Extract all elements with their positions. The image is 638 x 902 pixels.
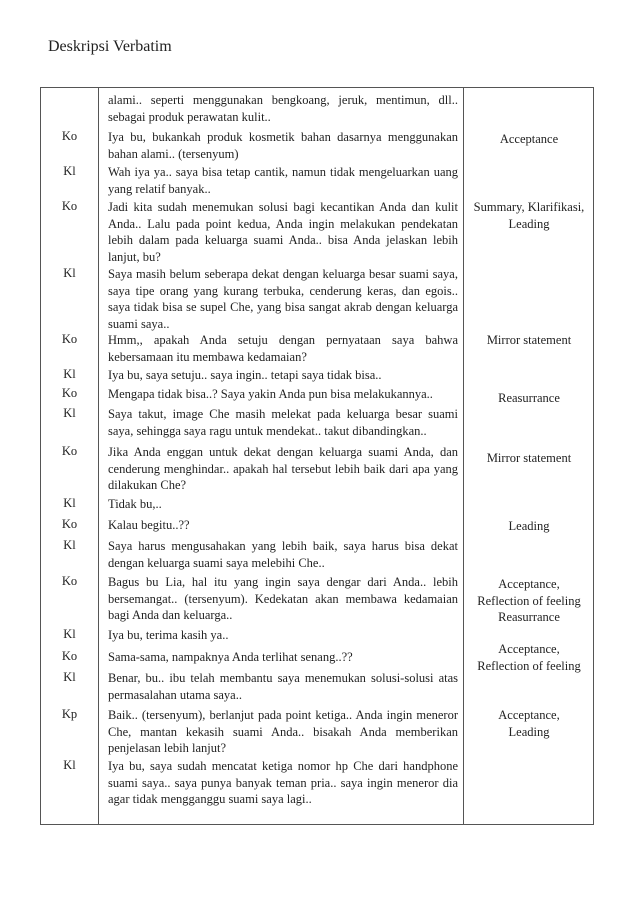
speaker-code: Ko	[61, 386, 78, 400]
technique-line: Reflection of feeling	[477, 593, 581, 608]
counseling-technique	[464, 131, 594, 148]
counseling-technique	[464, 199, 594, 232]
speaker-code: Kl	[63, 758, 76, 772]
speaker-code: Kl	[63, 670, 76, 684]
speaker-code: Ko	[61, 517, 78, 531]
utterance-text: Iya bu, bukankah produk kosmetik bahan dasarnya menggunakan bahan alami.. (tersenyum)	[108, 130, 458, 161]
speaker-code: Ko	[61, 649, 78, 663]
utterance-text: Saya harus mengusahakan yang lebih baik, saya harus bisa dekat dengan keluarga suami saya melebihi Che..	[108, 539, 458, 570]
technique-line: Acceptance,	[498, 577, 560, 591]
utterance-text: Baik.. (tersenyum), berlanjut pada point ketiga.. Anda ingin meneror Che, mantan kekasih suami Anda.. bisakah Anda memberikan penjelasan lebih lanjut?	[108, 708, 458, 756]
speaker-code: Kl	[63, 164, 76, 178]
utterance-text: Wah iya ya.. saya bisa tetap cantik, namun tidak mengeluarkan uang yang relatif banyak..	[108, 165, 458, 196]
speaker-code: Ko	[61, 129, 78, 143]
counseling-technique	[464, 518, 594, 535]
technique-line: Reflection of feeling	[477, 658, 581, 673]
technique-line: Reasurrance	[498, 391, 560, 405]
utterance-text: Hmm,, apakah Anda setuju dengan pernyataan saya bahwa kebersamaan itu membawa kedamaian?	[108, 333, 458, 364]
technique-line: Acceptance,	[498, 708, 560, 722]
counseling-technique	[464, 450, 594, 467]
technique-line: Mirror statement	[486, 451, 572, 465]
speaker-code: Ko	[61, 444, 78, 458]
technique-line: Summary, Klarifikasi,	[473, 200, 585, 214]
technique-line: Acceptance	[499, 132, 559, 146]
speaker-code: Ko	[61, 332, 78, 346]
speaker-code: Kl	[63, 367, 76, 381]
utterance-text: Mengapa tidak bisa..? Saya yakin Anda pun bisa melakukannya..	[108, 387, 433, 401]
speaker-code: Kl	[63, 406, 76, 420]
technique-line: Leading	[508, 519, 550, 533]
counseling-technique	[464, 332, 594, 349]
utterance-text: Jadi kita sudah menemukan solusi bagi kecantikan Anda dan kulit Anda.. Lalu pada point kedua, Anda ingin melakukan pendekatan lebih dalam pada keluarga suami Anda.. bisa Anda jelaskan lebih lanjut, bu?	[108, 200, 458, 264]
utterance-text: Saya takut, image Che masih melekat pada keluarga besar suami saya, sehingga saya ragu untuk mendekat.. takut dibandingkan..	[108, 407, 458, 438]
page-header-title: Deskripsi Verbatim	[48, 38, 172, 55]
utterance-text: Benar, bu.. ibu telah membantu saya menemukan solusi-solusi atas permasalahan utama saya..	[108, 671, 458, 702]
utterance-text: Iya bu, saya sudah mencatat ketiga nomor hp Che dari handphone suami saya.. saya punya banyak teman pria.. saya ingin meneror dia agar tidak mengganggu suami saya lagi..	[108, 759, 458, 807]
speaker-code: Kp	[61, 707, 78, 721]
speaker-code: Ko	[61, 574, 78, 588]
utterance-text: Iya bu, saya setuju.. saya ingin.. tetapi saya tidak bisa..	[108, 368, 382, 382]
technique-line: Acceptance,	[498, 642, 560, 656]
technique-line: Leading	[508, 216, 550, 231]
utterance-text: Saya masih belum seberapa dekat dengan keluarga besar suami saya, saya tipe orang yang kurang terbuka, cenderung keras, dan egois.. saya tidak bisa se supel Che, yang bisa sangat akrab dengan keluarga suami saya..	[108, 267, 458, 331]
speaker-code: Ko	[61, 199, 78, 213]
technique-line: Leading	[508, 724, 550, 739]
utterance-text: alami.. seperti menggunakan bengkoang, jeruk, mentimun, dll.. sebagai produk perawatan kulit..	[108, 93, 458, 124]
counseling-technique	[464, 390, 594, 407]
technique-line: Mirror statement	[486, 333, 572, 347]
utterance-text: Iya bu, terima kasih ya..	[108, 628, 229, 642]
counseling-technique	[464, 707, 594, 740]
utterance-text: Kalau begitu..??	[108, 518, 190, 532]
speaker-code: Kl	[63, 627, 76, 641]
verbatim-table	[40, 87, 594, 825]
technique-line: Reasurrance	[498, 610, 560, 625]
utterance-text: Tidak bu,..	[108, 497, 162, 511]
counseling-technique	[464, 576, 594, 626]
counseling-technique	[464, 641, 594, 674]
utterance-text: Sama-sama, nampaknya Anda terlihat senang..??	[108, 650, 353, 664]
utterance-text: Bagus bu Lia, hal itu yang ingin saya dengar dari Anda.. lebih bersemangat.. (tersenyum). Kedekatan akan membawa kedamaian bagi Anda dan keluarga..	[108, 575, 458, 623]
speaker-code: Kl	[63, 538, 76, 552]
speaker-code: Kl	[63, 496, 76, 510]
speaker-code: Kl	[63, 266, 76, 280]
utterance-text: Jika Anda enggan untuk dekat dengan keluarga suami Anda, dan cenderung menghindar.. apakah hal tersebut lebih baik dari apa yang dilakukan Che?	[108, 445, 458, 493]
column-divider-speaker	[98, 88, 99, 824]
